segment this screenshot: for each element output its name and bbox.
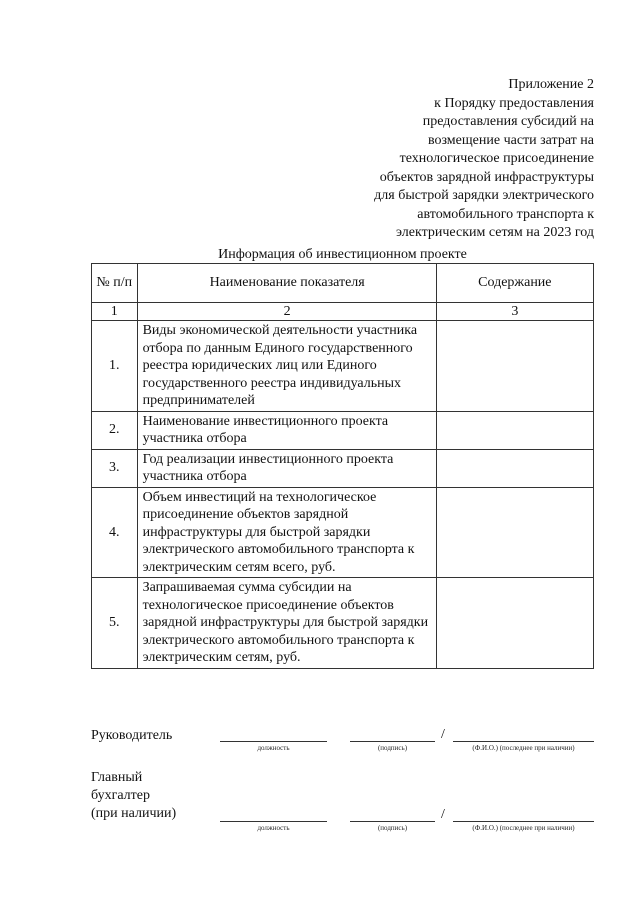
appendix-line: объектов зарядной инфраструктуры <box>379 169 594 185</box>
index-cell: 2 <box>137 303 436 321</box>
accountant-signature-label <box>91 769 176 823</box>
row-content[interactable] <box>436 449 593 487</box>
row-num: 1. <box>92 321 138 412</box>
head-name-line[interactable] <box>453 741 594 742</box>
accountant-name-line[interactable] <box>453 821 594 822</box>
head-signature-caption: (подпись) <box>377 744 408 752</box>
accountant-label-line: бухгалтер <box>91 788 150 803</box>
index-cell: 3 <box>436 303 593 321</box>
header-content: Содержание <box>436 264 593 303</box>
table-row <box>92 449 594 487</box>
accountant-label-line: (при наличии) <box>91 806 177 821</box>
accountant-position-caption: должность <box>257 824 290 832</box>
table-row <box>92 411 594 449</box>
appendix-line: автомобильного транспорта к <box>417 206 594 222</box>
row-content[interactable] <box>436 578 593 669</box>
row-content[interactable] <box>436 487 593 578</box>
table-header-row <box>92 264 594 303</box>
head-name-caption: (Ф.И.О.) (последнее при наличии) <box>472 744 575 752</box>
appendix-line: технологическое присоединение <box>399 151 594 166</box>
header-name: Наименование показателя <box>137 264 436 303</box>
row-indicator: Виды экономической деятельности участника отбора по данным Единого государственного реестра юридических лиц или Единого государственного реестра индивидуальных предпринимателей <box>137 321 436 412</box>
row-content[interactable] <box>436 411 593 449</box>
head-slash: / <box>441 727 445 742</box>
appendix-line: возмещение части затрат на <box>427 132 594 148</box>
accountant-slash: / <box>441 807 445 822</box>
table-title: Информация об инвестиционном проекте <box>218 247 467 262</box>
appendix-line: к Порядку предоставления <box>434 95 594 111</box>
investment-info-table <box>91 263 594 669</box>
appendix-line: Приложение 2 <box>508 77 594 92</box>
row-indicator: Объем инвестиций на технологическое присоединение объектов зарядной инфраструктуры для быстрой зарядки электрического автомобильного транспорта к электрическим сетям всего, руб. <box>137 487 436 578</box>
row-num: 3. <box>92 449 138 487</box>
head-signature-label: Руководитель <box>91 728 173 743</box>
accountant-name-caption: (Ф.И.О.) (последнее при наличии) <box>472 824 575 832</box>
accountant-signature-caption: (подпись) <box>377 824 408 832</box>
head-signature-line[interactable] <box>350 741 435 742</box>
row-indicator: Наименование инвестиционного проекта участника отбора <box>137 411 436 449</box>
head-position-caption: должность <box>257 744 290 752</box>
table-index-row <box>92 303 594 321</box>
table-row <box>92 578 594 669</box>
accountant-position-line[interactable] <box>220 821 327 822</box>
row-indicator: Запрашиваемая сумма субсидии на технологическое присоединение объектов зарядной инфраструктуры для быстрой зарядки электрического автомобильного транспорта к электрическим сетям, руб. <box>137 578 436 669</box>
row-num: 2. <box>92 411 138 449</box>
accountant-label-line: Главный <box>91 770 143 785</box>
row-num: 4. <box>92 487 138 578</box>
appendix-line: предоставления субсидий на <box>422 114 594 129</box>
appendix-line: для быстрой зарядки электрического <box>374 188 594 203</box>
head-position-line[interactable] <box>220 741 327 742</box>
table-row <box>92 487 594 578</box>
index-cell: 1 <box>92 303 138 321</box>
row-num: 5. <box>92 578 138 669</box>
appendix-header <box>374 76 594 243</box>
accountant-signature-line[interactable] <box>350 821 435 822</box>
row-indicator: Год реализации инвестиционного проекта участника отбора <box>137 449 436 487</box>
header-num: № п/п <box>92 264 138 303</box>
row-content[interactable] <box>436 321 593 412</box>
appendix-line: электрическим сетям на 2023 год <box>396 225 594 240</box>
table-row <box>92 321 594 412</box>
